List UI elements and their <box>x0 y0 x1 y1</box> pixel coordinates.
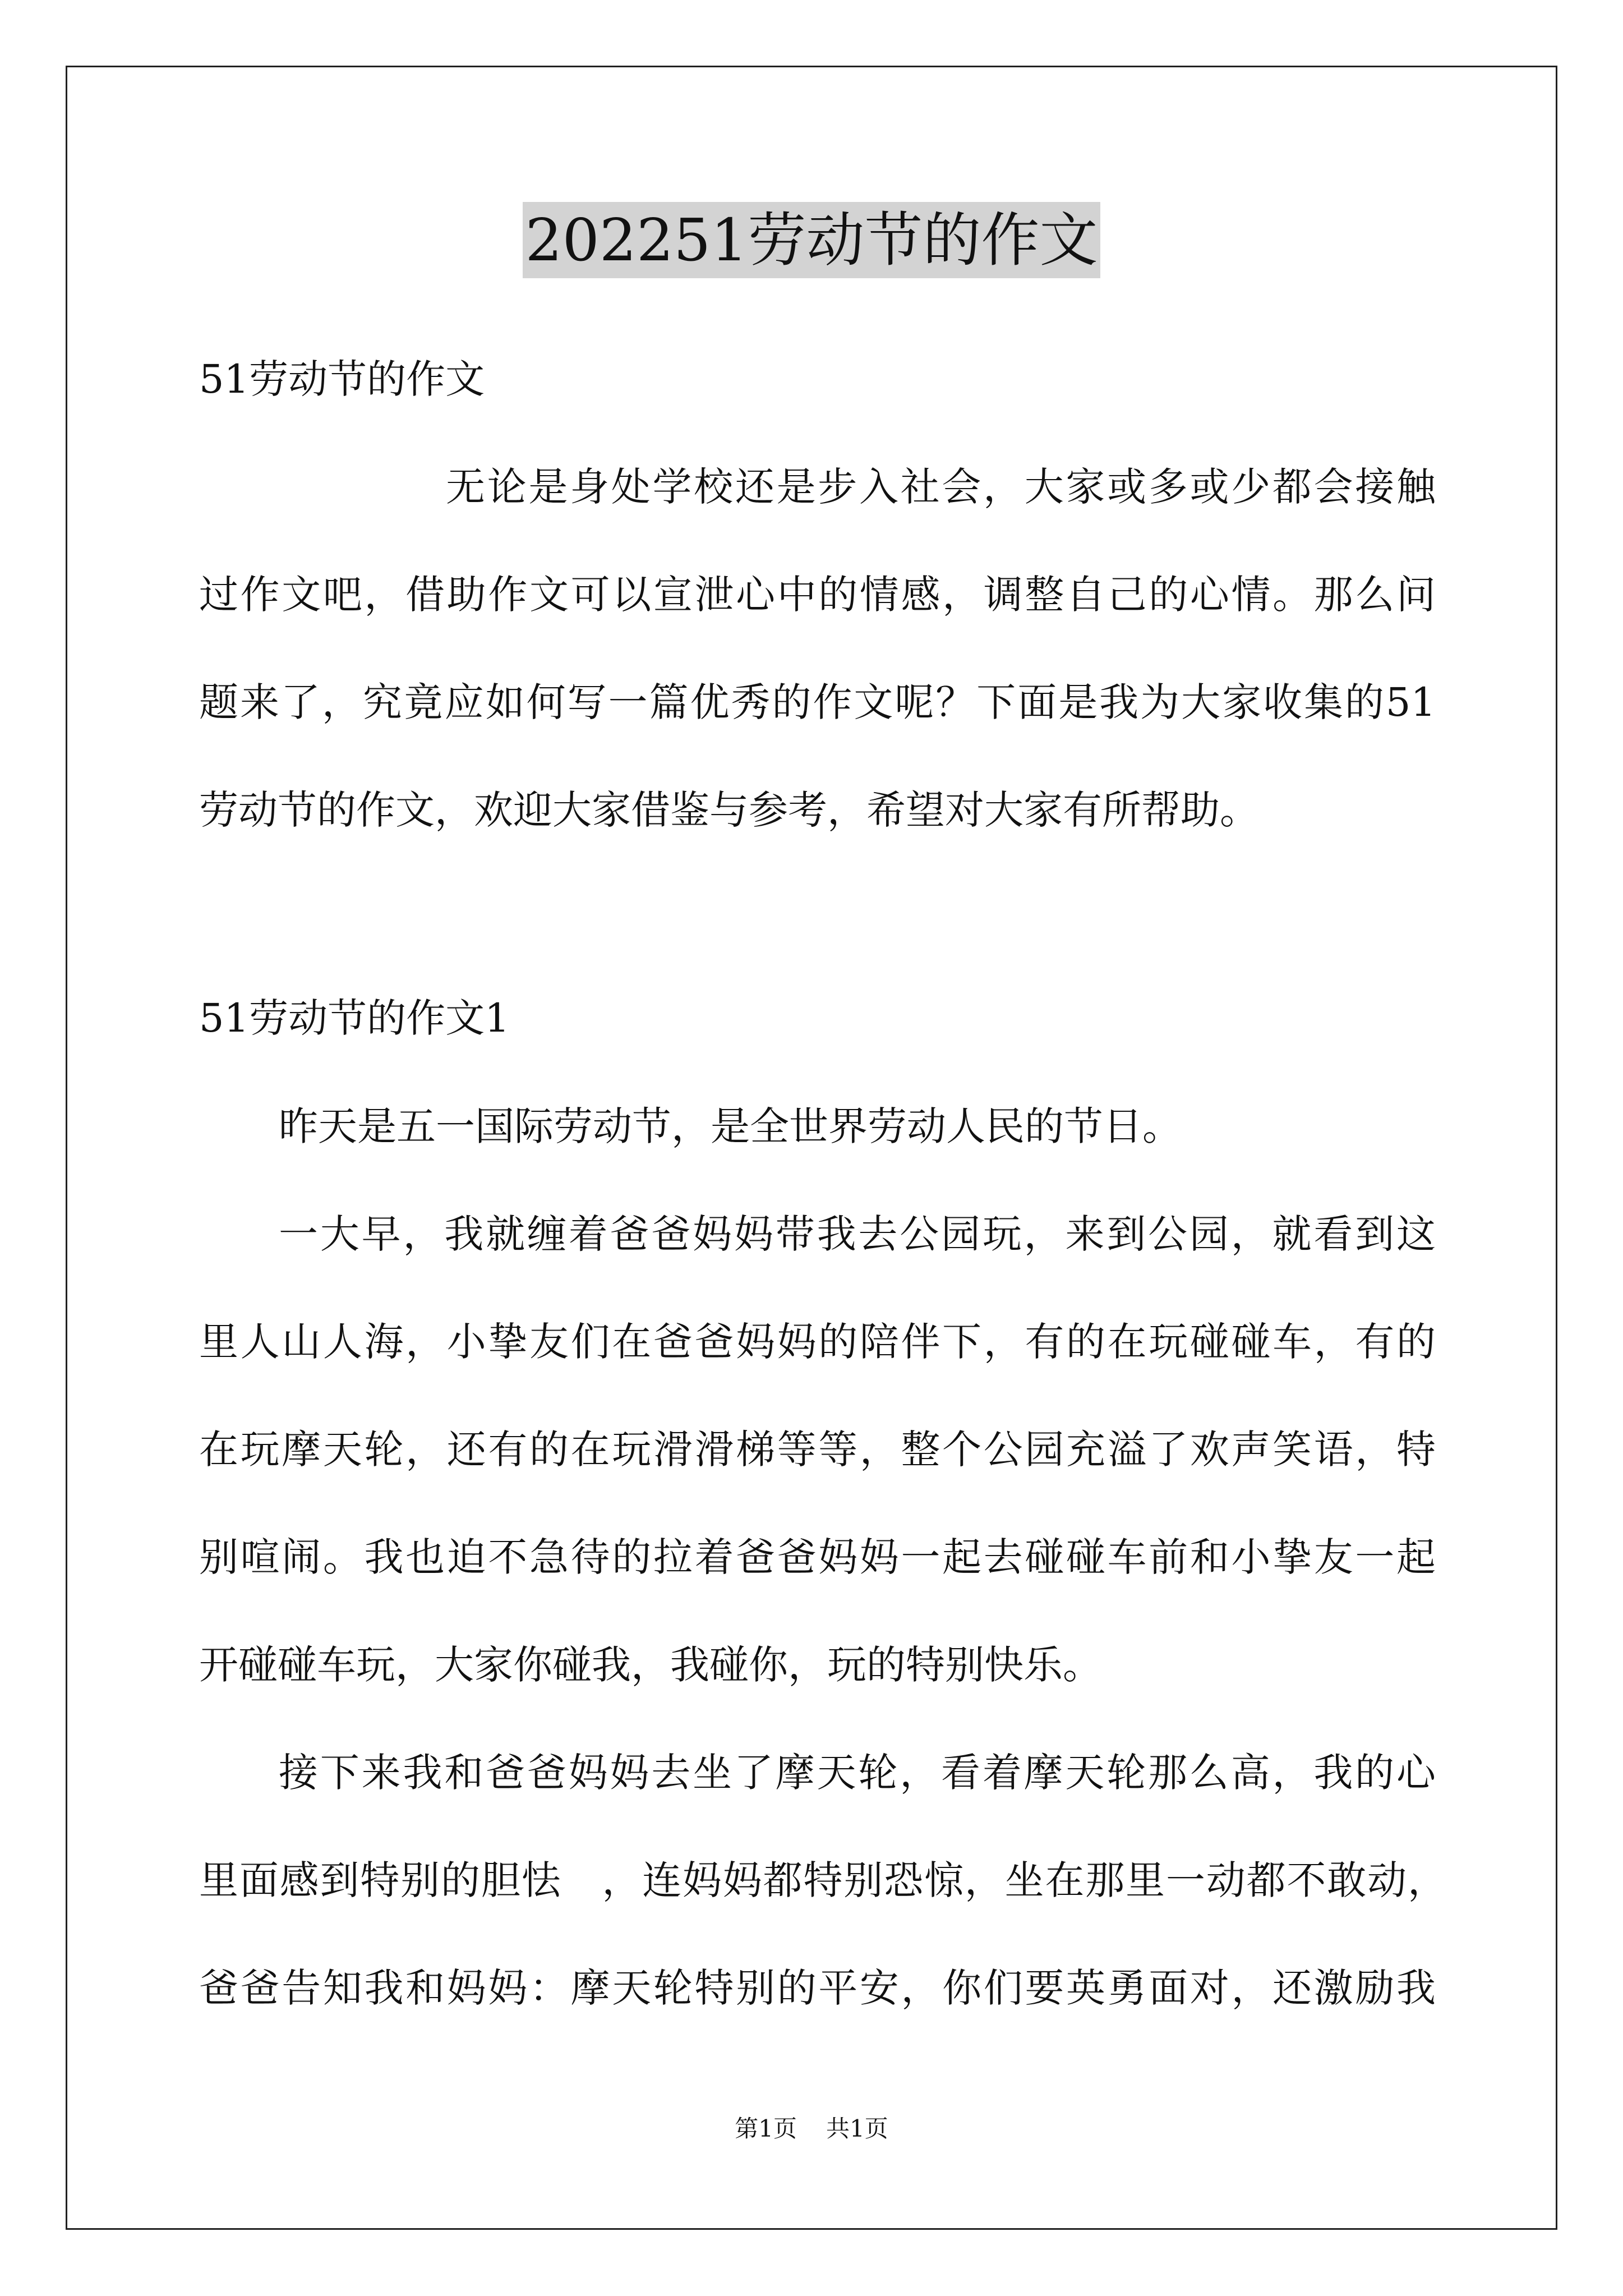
title-container <box>0 202 1623 278</box>
paragraph-line: 昨天是五一国际劳动节，是全世界劳动人民的节日。 <box>279 1103 1182 1149</box>
page-total: 共1页 <box>826 2115 888 2142</box>
paragraph-line: 开碰碰车玩，大家你碰我，我碰你，玩的特别快乐。 <box>199 1642 1102 1688</box>
paragraph-line: 里面感到特别的胆怯 ，连妈妈都特别恐惊，坐在那里一动都不敢动， <box>199 1857 1447 1903</box>
paragraph-line: 里人山人海，小挚友们在爸爸妈妈的陪伴下，有的在玩碰碰车，有的 <box>199 1319 1436 1365</box>
paragraph-line: 过作文吧，借助作文可以宣泄心中的情感，调整自己的心情。那么问 <box>199 572 1436 618</box>
paragraph-line: 劳动节的作文，欢迎大家借鉴与参考，希望对大家有所帮助。 <box>199 787 1259 833</box>
paragraph-line: 无论是身处学校还是步入社会，大家或多或少都会接触 <box>446 464 1436 510</box>
page-footer <box>0 2115 1623 2143</box>
paragraph-line: 一大早，我就缠着爸爸妈妈带我去公园玩，来到公园，就看到这 <box>279 1211 1436 1257</box>
intro-heading: 51劳动节的作文 <box>199 356 485 402</box>
paragraph-line: 爸爸告知我和妈妈：摩天轮特别的平安，你们要英勇面对，还激励我 <box>199 1965 1436 2011</box>
paragraph-line: 在玩摩天轮，还有的在玩滑滑梯等等，整个公园充溢了欢声笑语，特 <box>199 1427 1436 1473</box>
page-number: 第1页 <box>735 2115 797 2142</box>
paragraph-line: 题来了，究竟应如何写一篇优秀的作文呢？下面是我为大家收集的51 <box>199 679 1436 725</box>
paragraph-line: 别喧闹。我也迫不急待的拉着爸爸妈妈一起去碰碰车前和小挚友一起 <box>199 1534 1436 1580</box>
essay-heading: 51劳动节的作文1 <box>199 995 510 1041</box>
paragraph-line: 接下来我和爸爸妈妈去坐了摩天轮，看着摩天轮那么高，我的心 <box>279 1750 1436 1796</box>
document-title: 202251劳动节的作文 <box>523 202 1100 278</box>
